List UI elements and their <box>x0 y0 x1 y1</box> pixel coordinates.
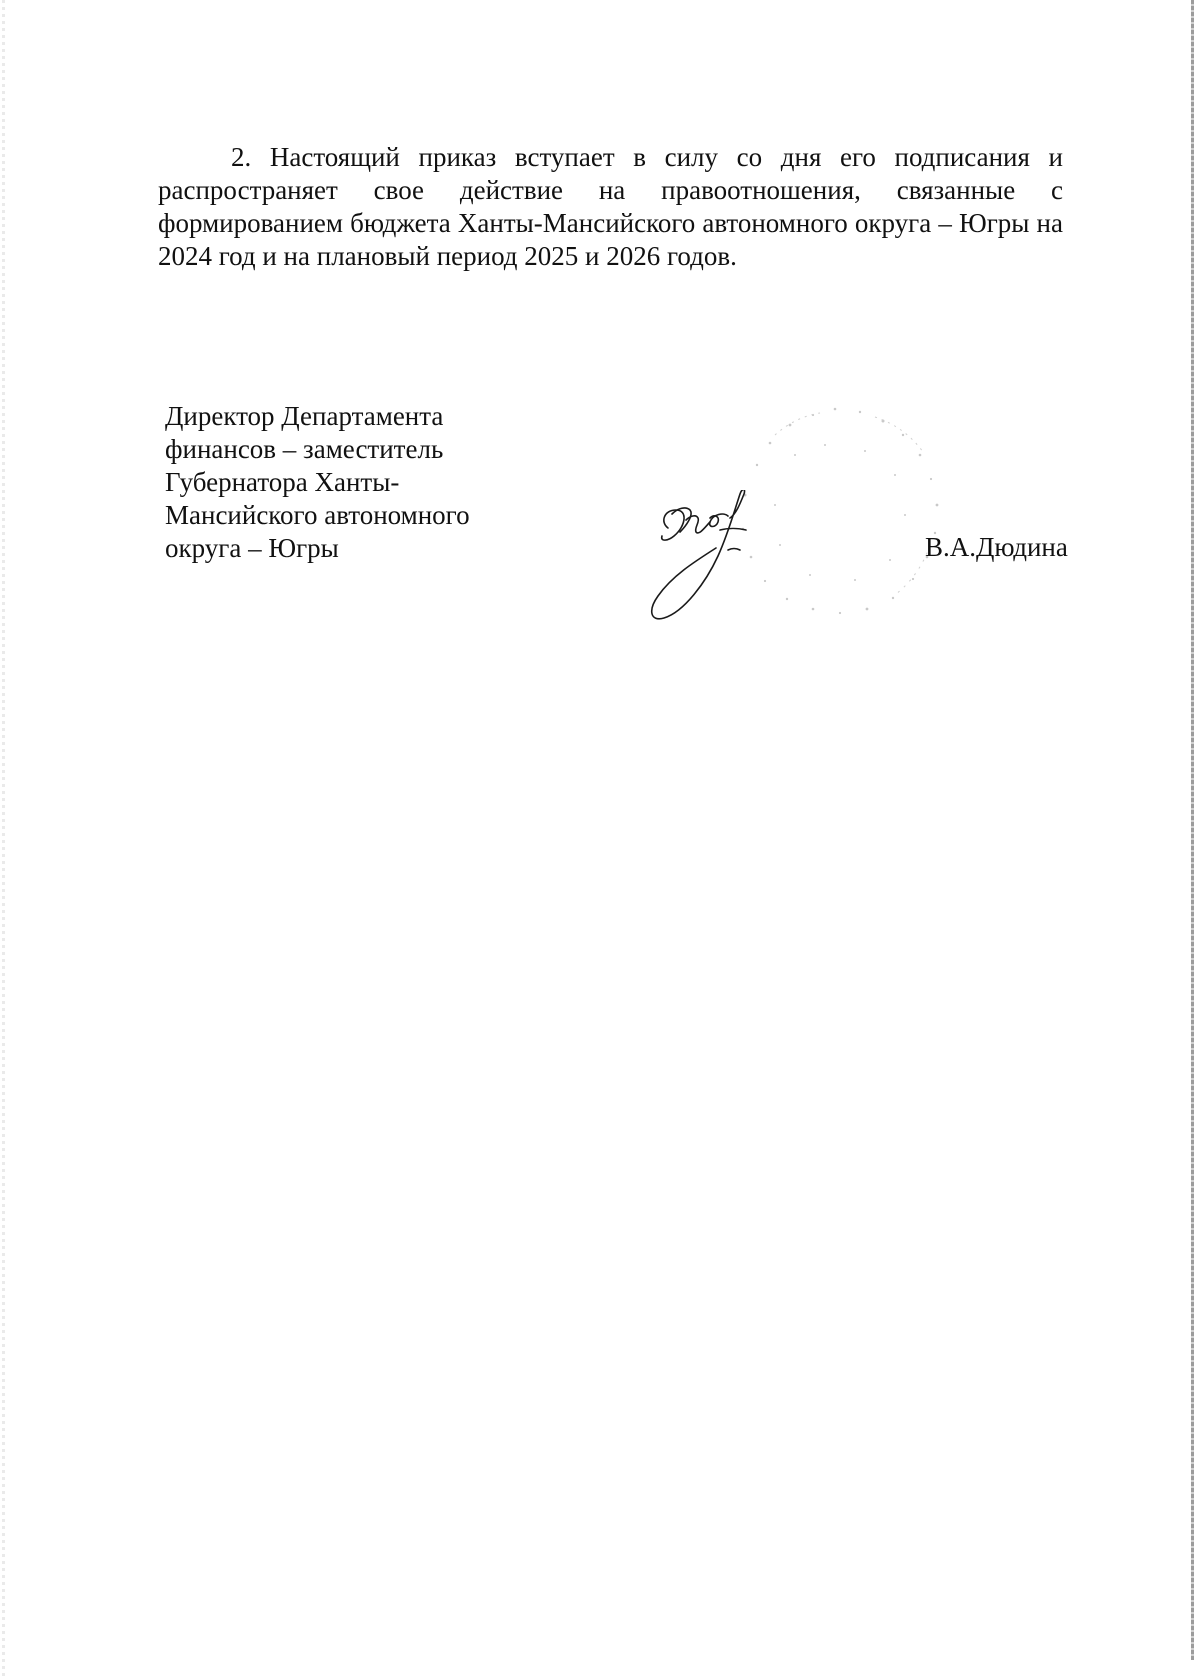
signatory-title: Директор Департамента финансов – заместитель Губернатора Ханты- Мансийского автономного округа – Югры <box>165 401 470 563</box>
scan-edge-right <box>1191 0 1194 1660</box>
scan-edge-left <box>2 0 5 1677</box>
signatory-name: В.А.Дюдина <box>925 532 1068 562</box>
handwritten-signature-icon <box>650 490 790 640</box>
paragraph-2: 2. Настоящий приказ вступает в силу со дня его подписания и распространяет свое действие на правоотношения, связанные с формированием бюджета Ханты-Мансийского автономного округа – Югры на 2024 год и на плановый период 2025 и 2026 годов. <box>158 142 1063 271</box>
